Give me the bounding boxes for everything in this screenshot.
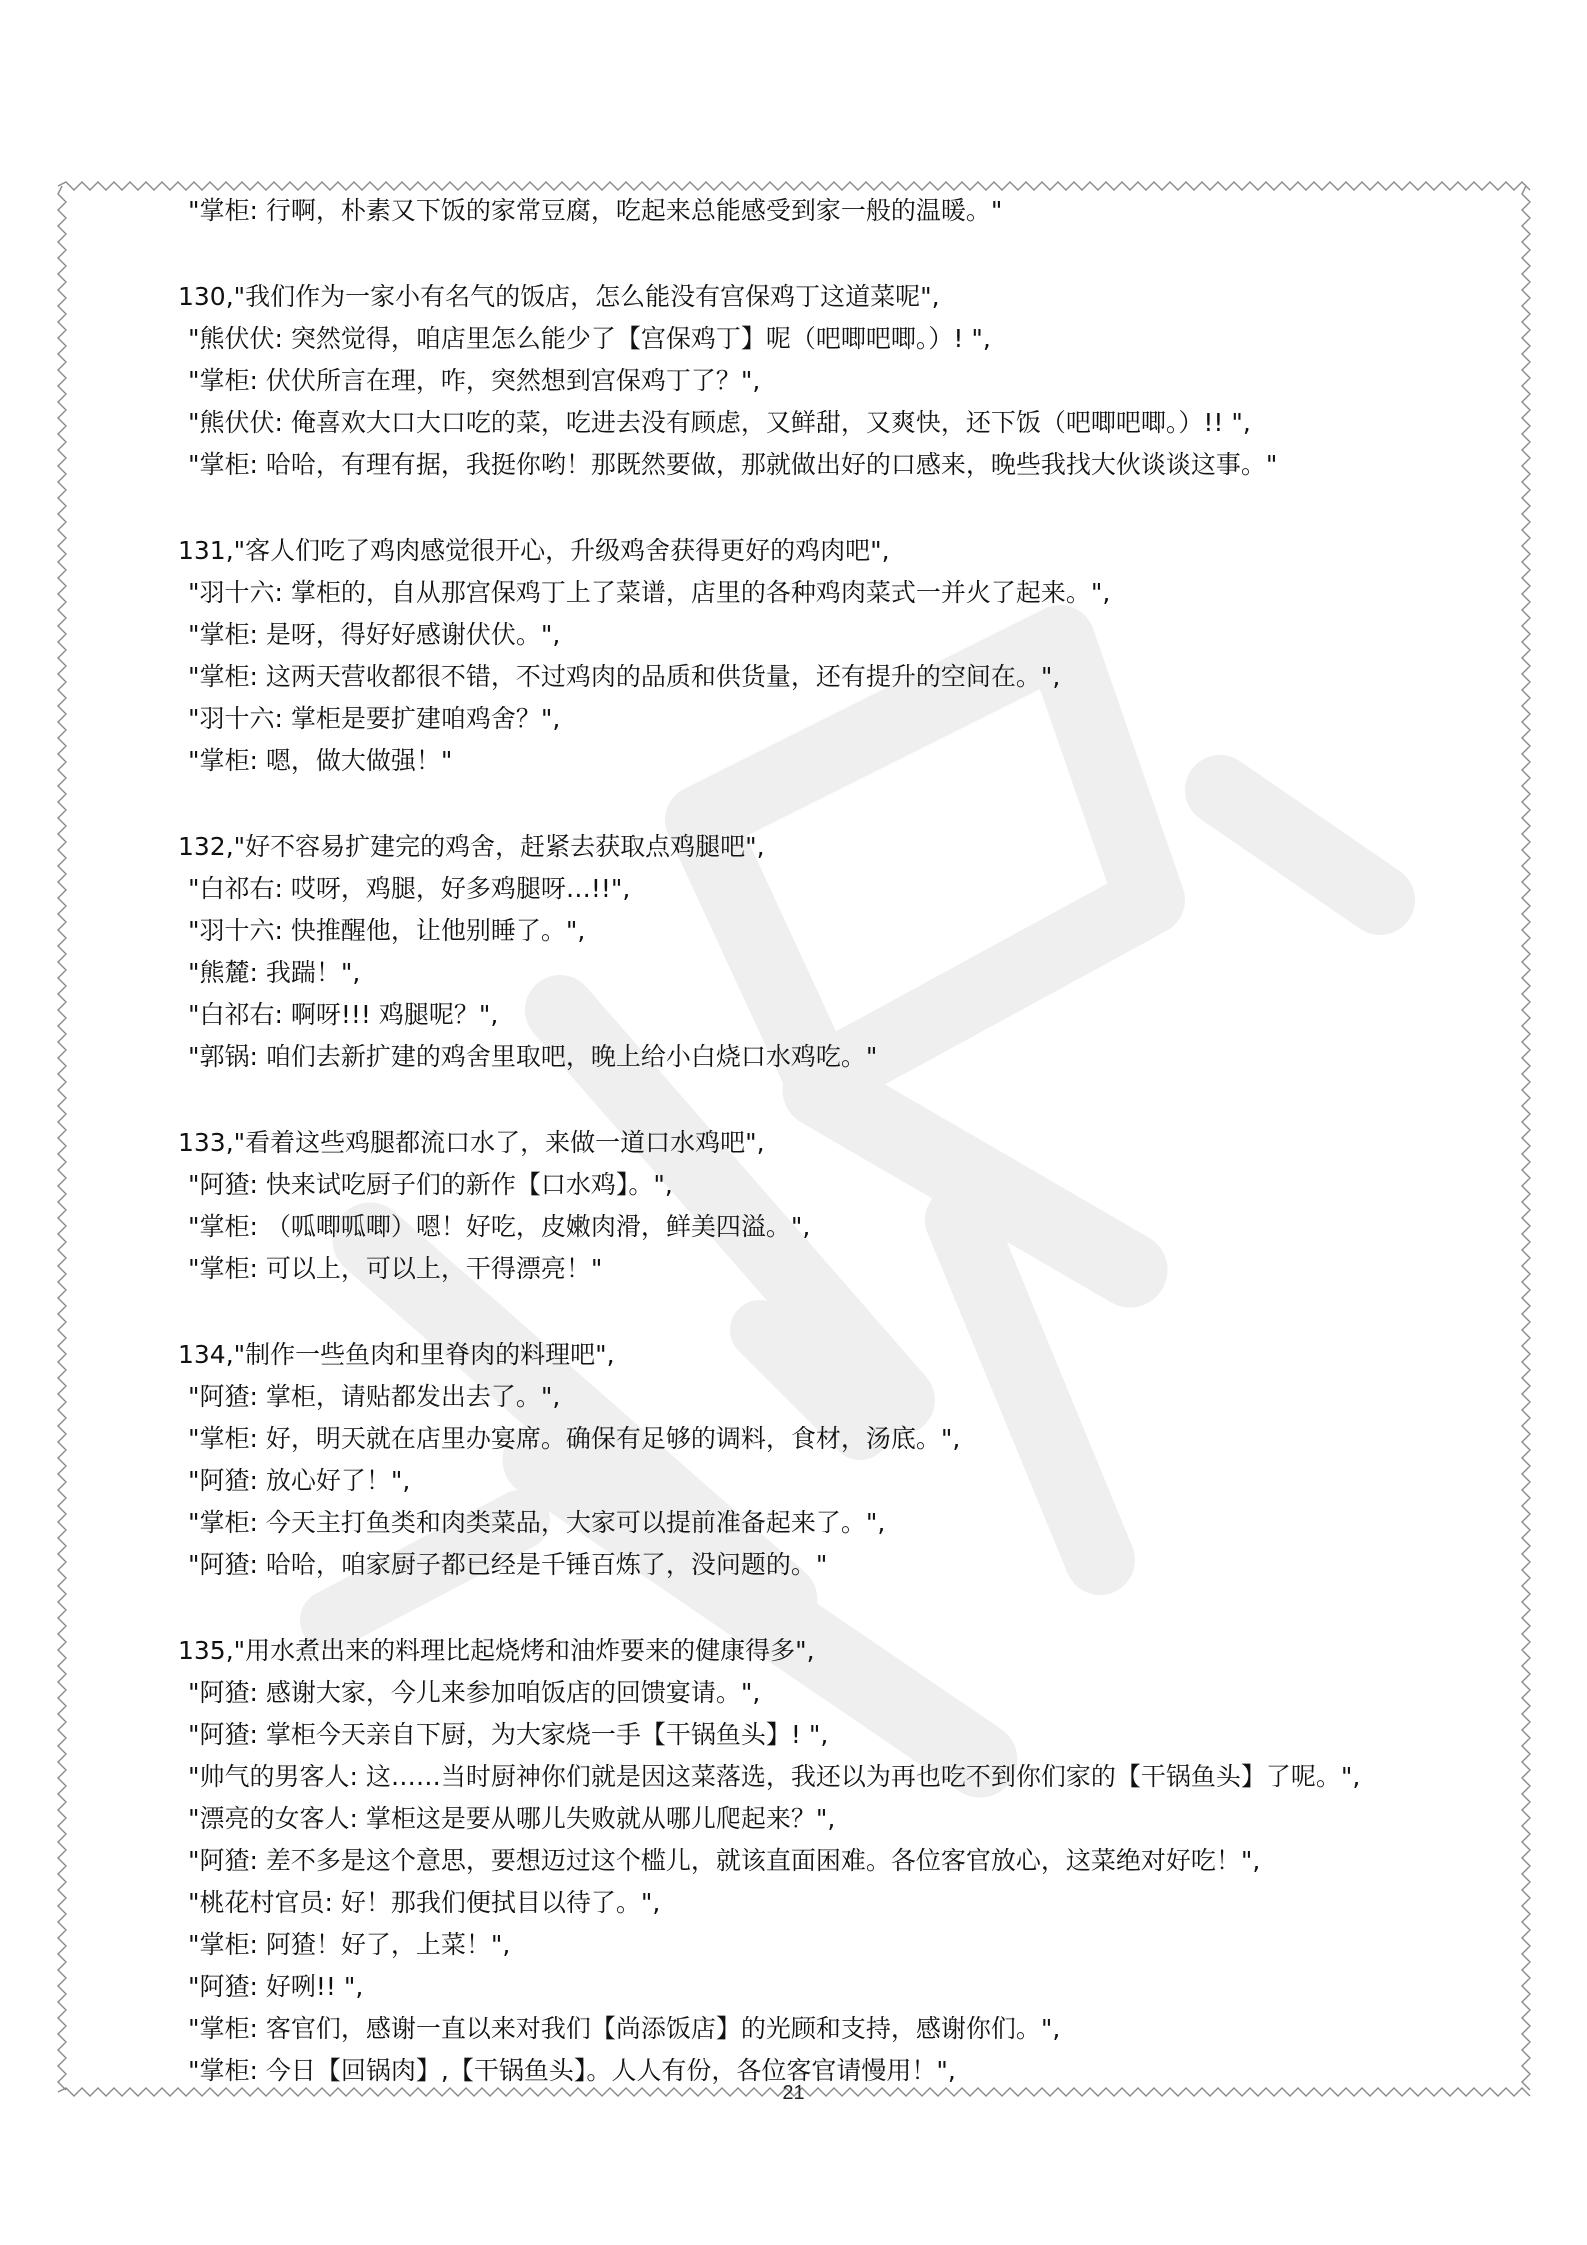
dialogue-line: "桃花村官员: 好！那我们便拭目以待了。",	[188, 1888, 661, 1917]
page-number: 21	[782, 2082, 805, 2104]
section-132	[178, 826, 1518, 1078]
dialogue-line: "羽十六: 掌柜是要扩建咱鸡舍？",	[188, 704, 561, 733]
section-heading: 130,"我们作为一家小有名气的饭店，怎么能没有宫保鸡丁这道菜呢",	[178, 282, 940, 311]
dialogue-line: "阿猹: 感谢大家，今儿来参加咱饭店的回馈宴请。",	[188, 1678, 761, 1707]
dialogue-line: "熊伏伏: 突然觉得，咱店里怎么能少了【宫保鸡丁】呢（吧唧吧唧。）! ",	[188, 324, 991, 353]
section-heading: 132,"好不容易扩建完的鸡舍，赶紧去获取点鸡腿吧",	[178, 832, 765, 861]
dialogue-line: "阿猹: 哈哈，咱家厨子都已经是千锤百炼了，没问题的。"	[188, 1550, 828, 1579]
dialogue-line: "漂亮的女客人: 掌柜这是要从哪儿失败就从哪儿爬起来？",	[188, 1804, 836, 1833]
section-131	[178, 530, 1518, 782]
dialogue-line: "掌柜: 嗯，做大做强！"	[188, 746, 453, 775]
section-134	[178, 1334, 1518, 1586]
dialogue-line: "掌柜: 今天主打鱼类和肉类菜品，大家可以提前准备起来了。",	[188, 1508, 886, 1537]
section-intro	[178, 190, 1518, 232]
dialogue-line: "掌柜: 好，明天就在店里办宴席。确保有足够的调料，食材，汤底。",	[188, 1424, 961, 1453]
dialogue-line: "阿猹: 放心好了！",	[188, 1466, 411, 1495]
dialogue-line: "羽十六: 掌柜的，自从那宫保鸡丁上了菜谱，店里的各种鸡肉菜式一并火了起来。",	[188, 578, 1111, 607]
dialogue-line: "阿猹: 差不多是这个意思，要想迈过这个槛儿，就该直面困难。各位客官放心，这菜绝对好吃！",	[188, 1846, 1261, 1875]
section-135	[178, 1630, 1518, 2092]
section-130	[178, 276, 1518, 486]
dialogue-line: "阿猹: 掌柜，请贴都发出去了。",	[188, 1382, 561, 1411]
section-heading: 135,"用水煮出来的料理比起烧烤和油炸要来的健康得多",	[178, 1636, 815, 1665]
document-body	[178, 190, 1518, 2136]
dialogue-line: "羽十六: 快推醒他，让他别睡了。",	[188, 916, 586, 945]
dialogue-line: "掌柜: 是呀，得好好感谢伏伏。",	[188, 620, 561, 649]
section-heading: 131,"客人们吃了鸡肉感觉很开心，升级鸡舍获得更好的鸡肉吧",	[178, 536, 890, 565]
dialogue-line: "白祁右: 哎呀，鸡腿，好多鸡腿呀…!!",	[188, 874, 631, 903]
dialogue-line: "掌柜: 阿猹！好了，上菜！",	[188, 1930, 511, 1959]
dialogue-line: "白祁右: 啊呀!!! 鸡腿呢？",	[188, 1000, 499, 1029]
section-heading: 134,"制作一些鱼肉和里脊肉的料理吧",	[178, 1340, 615, 1369]
dialogue-line: "阿猹: 掌柜今天亲自下厨，为大家烧一手【干锅鱼头】! ",	[188, 1720, 829, 1749]
dialogue-line: "熊麓: 我踹！",	[188, 958, 361, 987]
dialogue-line: "阿猹: 好咧!! ",	[188, 1972, 364, 2001]
dialogue-line: "掌柜: 今日【回锅肉】,【干锅鱼头】。人人有份，各位客官请慢用！",	[188, 2056, 956, 2085]
dialogue-line: "掌柜: 这两天营收都很不错，不过鸡肉的品质和供货量，还有提升的空间在。",	[188, 662, 1061, 691]
dialogue-line: "掌柜: 客官们，感谢一直以来对我们【尚添饭店】的光顾和支持，感谢你们。",	[188, 2014, 1061, 2043]
dialogue-line: "掌柜: 可以上，可以上，干得漂亮！"	[188, 1254, 603, 1283]
dialogue-line: "掌柜: 哈哈，有理有据，我挺你哟！那既然要做，那就做出好的口感来，晚些我找大伙谈谈这事。"	[188, 450, 1278, 479]
dialogue-line: "掌柜: （呱唧呱唧）嗯！好吃，皮嫩肉滑，鲜美四溢。",	[188, 1212, 811, 1241]
dialogue-line: "阿猹: 快来试吃厨子们的新作【口水鸡】。",	[188, 1170, 673, 1199]
dialogue-line: "掌柜: 行啊，朴素又下饭的家常豆腐，吃起来总能感受到家一般的温暖。"	[188, 196, 1003, 225]
section-heading: 133,"看着这些鸡腿都流口水了，来做一道口水鸡吧",	[178, 1128, 765, 1157]
section-133	[178, 1122, 1518, 1290]
dialogue-line: "熊伏伏: 俺喜欢大口大口吃的菜，吃进去没有顾虑，又鲜甜，又爽快，还下饭（吧唧吧唧。）!! ",	[188, 408, 1251, 437]
dialogue-line: "郭锅: 咱们去新扩建的鸡舍里取吧，晚上给小白烧口水鸡吃。"	[188, 1042, 878, 1071]
dialogue-line: "掌柜: 伏伏所言在理，咋，突然想到宫保鸡丁了？",	[188, 366, 761, 395]
dialogue-line: "帅气的男客人: 这……当时厨神你们就是因这菜落选，我还以为再也吃不到你们家的【干锅鱼头】了呢。",	[188, 1762, 1361, 1791]
